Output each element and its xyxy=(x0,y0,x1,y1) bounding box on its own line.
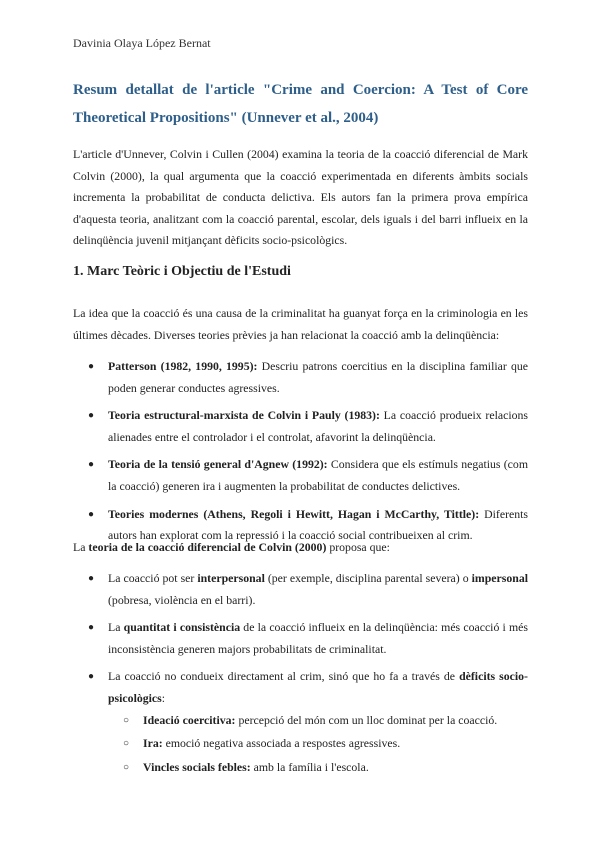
list-item-bold: Teoria estructural-marxista de Colvin i Pauly (1983): xyxy=(108,408,380,423)
list-item xyxy=(73,568,528,611)
theories-list xyxy=(73,356,528,553)
list-item-text: Considera que els estímuls negatius (com la coacció) generen ira i augmenten la probabilitat de conductes delictives. xyxy=(108,457,528,493)
list-item xyxy=(73,454,528,497)
text-run: emoció negativa associada a respostes agressives. xyxy=(162,736,401,751)
section-paragraph: La idea que la coacció és una causa de la criminalitat ha guanyat força en la criminologia en les últimes dècades. Diverses teories prèvies ja han relacionat la coacció amb la delinqüència: xyxy=(73,306,528,342)
intro-paragraph: L'article d'Unnever, Colvin i Cullen (2004) examina la teoria de la coacció diferencial de Mark Colvin (2000), la qual argumenta que la coacció experimentada en diferents àmbits socials incrementa la probabilitat de conducta delictiva. Els autors fan la primera prova empírica d'aquesta teoria, analitzant com la coacció parental, escolar, dels iguals i del barri influeix en la delinqüència juvenil mitjançant dèficits socio-psicològics. xyxy=(73,147,528,248)
text-run-bold: Ira: xyxy=(143,736,163,751)
theory-intro-paragraph xyxy=(73,536,528,558)
text-run: : xyxy=(161,690,166,705)
list-item-bold: Teoria de la tensió general d'Agnew (1992): xyxy=(108,457,328,472)
text-run: de la coacció influeix en la delinqüència: més coacció i més inconsistència generen majors probabilitats de criminalitat. xyxy=(108,620,528,656)
list-item xyxy=(73,356,528,399)
propositions-list xyxy=(73,568,528,784)
section-heading: 1. Marc Teòric i Objectiu de l'Estudi xyxy=(73,264,291,279)
bullet-icon: ● xyxy=(88,361,95,372)
list-item-text: La coacció produeix relacions alienades entre el controlador i el controlat, afavorint la delinqüència. xyxy=(108,408,528,444)
list-item xyxy=(73,405,528,448)
circle-bullet-icon: ○ xyxy=(123,738,130,750)
deficits-list xyxy=(108,710,528,779)
list-item-text: Diferents autors han explorat com la repressió i la coacció social contribueixen al crim. xyxy=(108,506,528,543)
list-item-text: Descriu patrons coercitius en la disciplina familiar que poden generar conductes agressives. xyxy=(108,359,528,395)
sub-list-item xyxy=(73,733,528,755)
circle-bullet-icon: ○ xyxy=(123,714,130,726)
text-run: La xyxy=(108,620,124,635)
text-run: (per exemple, disciplina parental severa) o xyxy=(264,571,472,585)
text-run-bold: interpersonal xyxy=(197,571,265,585)
text-run: La coacció no condueix directament al crim, sinó que ho fa a través de xyxy=(108,669,460,684)
list-item-bold: Patterson (1982, 1990, 1995): xyxy=(108,359,258,373)
document-title: Resum detallat de l'article "Crime and Coercion: A Test of Core Theoretical Propositions" (Unnever et al., 2004) xyxy=(73,82,528,126)
text-run-bold: teoria de la coacció diferencial de Colvin (2000) xyxy=(88,540,327,554)
text-run: percepció del món com un lloc dominat per la coacció. xyxy=(235,712,498,727)
bullet-icon: ● xyxy=(88,459,95,471)
header-author: Davinia Olaya López Bernat xyxy=(73,36,211,50)
bullet-icon: ● xyxy=(88,573,95,584)
text-run-bold: dèficits socio-psicològics xyxy=(108,669,528,705)
text-run: La xyxy=(73,540,89,554)
text-run: (pobresa, violència en el barri). xyxy=(108,592,256,607)
sub-list-item xyxy=(73,757,528,779)
circle-bullet-icon: ○ xyxy=(123,761,130,773)
list-item-bold: Teories modernes (Athens, Regoli i Hewitt, Hagan i McCarthy, Tittle): xyxy=(108,506,480,521)
text-run: proposa que: xyxy=(326,540,390,554)
text-run-bold: Vincles socials febles: xyxy=(143,759,251,774)
text-run: La coacció pot ser xyxy=(108,571,198,585)
bullet-icon: ● xyxy=(88,622,95,634)
text-run-bold: quantitat i consistència xyxy=(123,620,241,635)
bullet-icon: ● xyxy=(88,671,95,683)
text-run-bold: Ideació coercitiva: xyxy=(143,712,236,727)
text-run-bold: impersonal xyxy=(471,571,528,585)
text-run: amb la família i l'escola. xyxy=(250,759,369,774)
bullet-icon: ● xyxy=(88,508,95,520)
list-item xyxy=(73,617,528,660)
list-item xyxy=(73,666,528,778)
sub-list-item xyxy=(73,710,528,732)
bullet-icon: ● xyxy=(88,410,95,422)
